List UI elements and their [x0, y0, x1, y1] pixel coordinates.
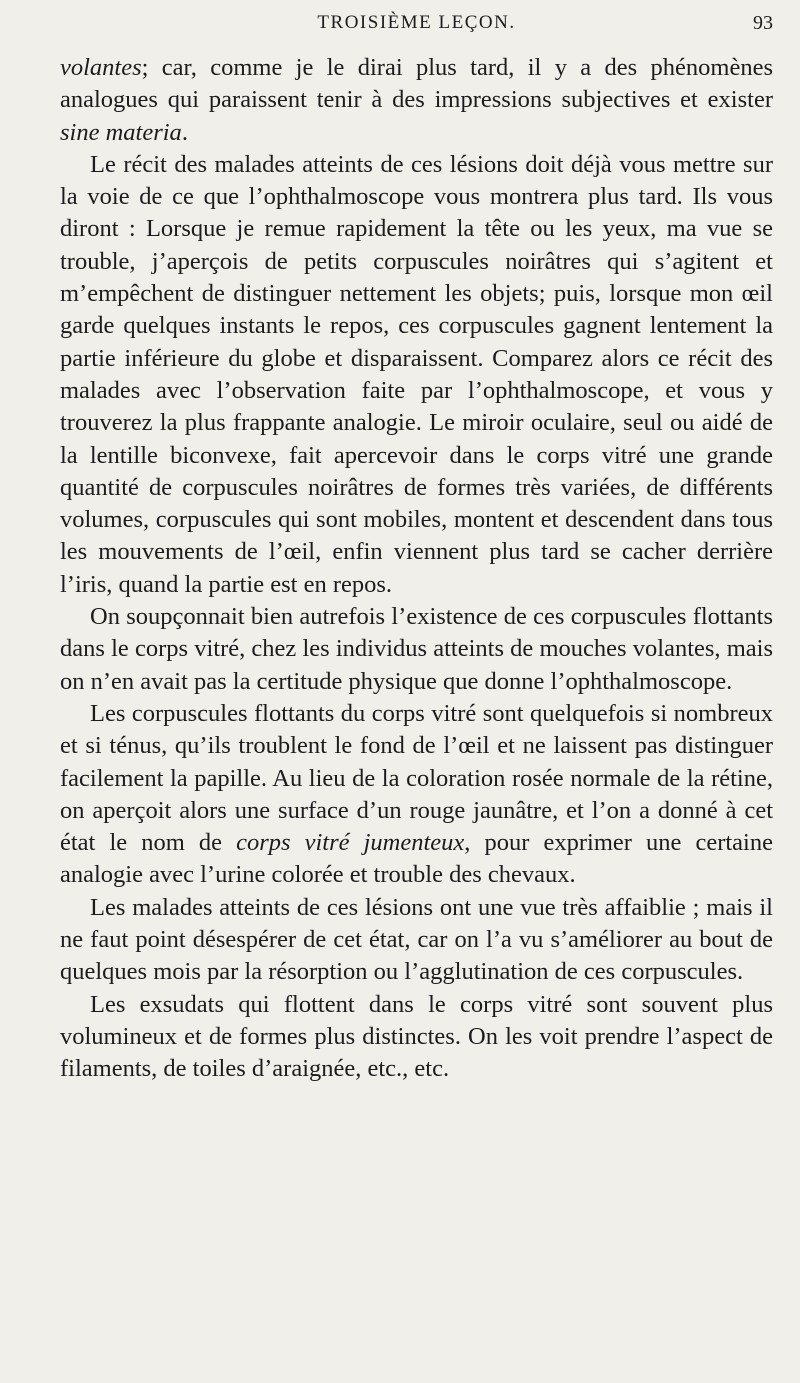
paragraph-3-segment-1: On soupçonnait bien autrefois l’existence de ces corpuscules flottants dans le corps vitré, chez les individus atteints de mouches volantes, mais on n’en avait pas la certitude physique que donne l’ophthalmoscope. [60, 603, 773, 695]
paragraph-1-segment-2: ; car, comme je le dirai plus tard, il y a des phénomènes analogues qui paraissent tenir à des impressions subjectives et exister [60, 54, 773, 114]
paragraph-6-segment-1: Les exsudats qui flottent dans le corps vitré sont souvent plus volumineux et de formes plus distinctes. On les voit prendre l’aspect de filaments, de toiles d’araignée, etc., etc. [60, 990, 773, 1083]
body-text [60, 52, 773, 1086]
paragraph-3 [60, 601, 773, 698]
paragraph-5-segment-1: Les malades atteints de ces lésions ont une vue très affaiblie ; mais il ne faut point désespérer de cet état, car on l’a vu s’améliorer au bout de quelques mois par la résorption ou l’agglutination de ces corpuscules. [60, 893, 773, 986]
paragraph-1-segment-1: volantes [60, 54, 142, 81]
running-head [60, 10, 773, 40]
paragraph-2-segment-1: Le récit des malades atteints de ces lésions doit déjà vous mettre sur la voie de ce que l’ophthalmoscope vous montrera plus tard. Ils vous diront : Lorsque je remue rapidement la tête ou les yeux, ma vue se trouble, j’aperçois de petits corpuscules noirâtres qui s’agitent et m’empêchent de distinguer nettement les objets; puis, lorsque mon œil garde quelques instants le repos, ces corpuscules gagnent lentement la partie inférieure du globe et disparaissent. Comparez alors ce récit des malades avec l’observation faite par l’ophthalmoscope, et vous y trouverez la plus frappante analogie. Le miroir oculaire, seul ou aidé de la lentille biconvexe, fait apercevoir dans le corps vitré une grande quantité de corpuscules noirâtres de formes très variées, de différents volumes, corpuscules qui sont mobiles, montent et descendent dans tous les mouvements de l’œil, enfin viennent plus tard se cacher derrière l’iris, quand la partie est en repos. [60, 150, 773, 598]
paragraph-6 [60, 989, 773, 1086]
paragraph-2 [60, 149, 773, 601]
paragraph-1-segment-4: . [181, 118, 188, 146]
paragraph-4-segment-3: , pour exprimer une certaine analogie avec l’urine colorée et trouble des chevaux. [60, 829, 773, 889]
paragraph-5 [60, 892, 773, 989]
paragraph-4 [60, 698, 773, 892]
paragraph-4-segment-2: corps vitré jumenteux [236, 829, 465, 857]
page-number: 93 [753, 12, 773, 34]
paragraph-1 [60, 52, 773, 149]
paragraph-4-segment-1: Les corpuscules flottants du corps vitré sont quelquefois si nombreux et si ténus, qu’ils troublent le fond de l’œil et ne laissent pas distinguer facilement la papille. Au lieu de la coloration rosée normale de la rétine, on aperçoit alors une surface d’un rouge jaunâtre, et l’on a donné à cet état le nom de [60, 699, 773, 857]
paragraph-1-segment-3: sine materia [60, 118, 182, 146]
running-title: TROISIÈME LEÇON. [317, 12, 516, 33]
